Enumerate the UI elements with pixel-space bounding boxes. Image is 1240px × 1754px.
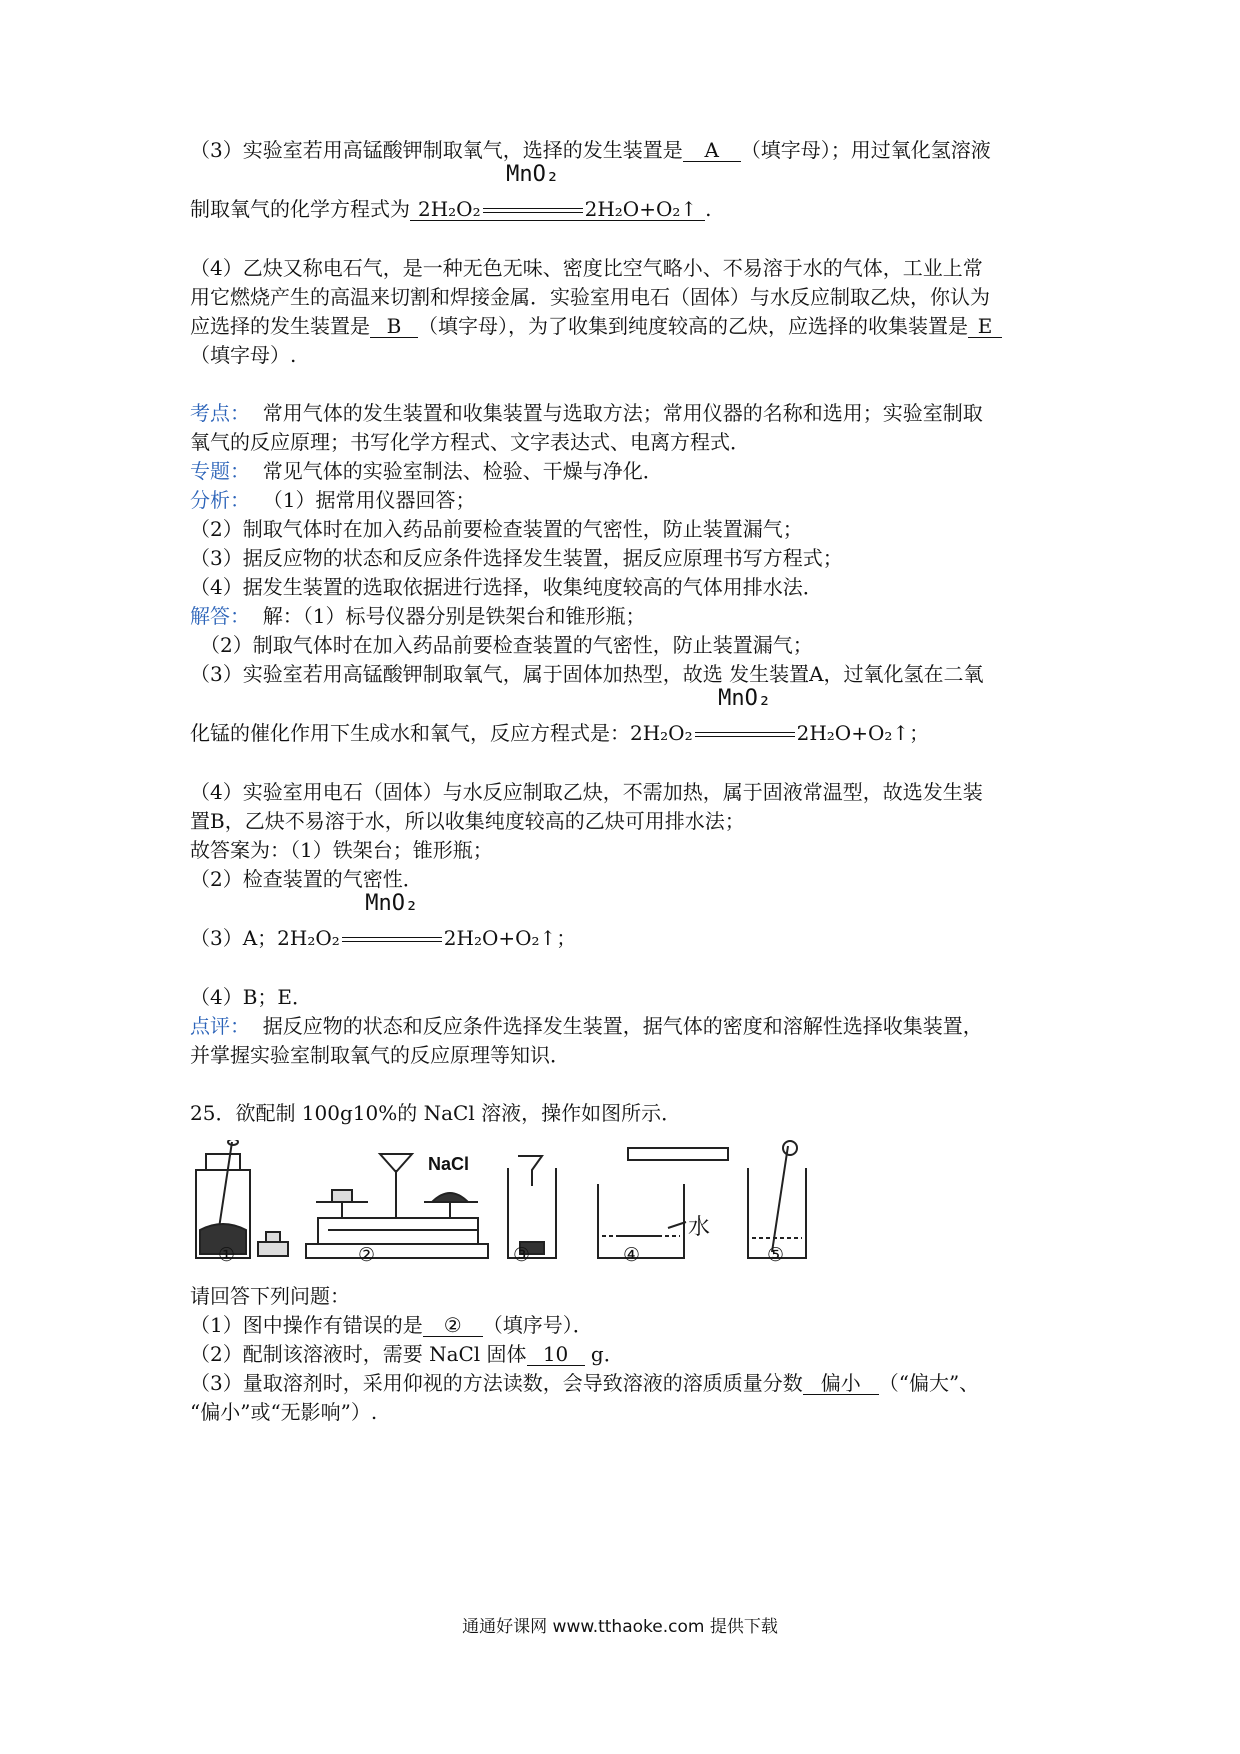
q24-part3-line1: （3）实验室若用高锰酸钾制取氧气，选择的发生装置是 A （填字母）；用过氧化氢溶液 bbox=[190, 138, 991, 162]
chemical-equation: MnO₂ bbox=[340, 925, 444, 951]
chemical-equation: MnO₂ bbox=[693, 720, 797, 746]
beaker-cylinder-icon bbox=[598, 1148, 728, 1258]
answer-blank: E bbox=[968, 315, 1002, 338]
fenxi-line1: 分析： （1）据常用仪器回答； bbox=[190, 488, 476, 512]
q25-part1: （1）图中操作有错误的是 ② （填序号）． bbox=[190, 1313, 593, 1337]
jieda-line2: （2）制取气体时在加入药品前要检查装置的气密性，防止装置漏气； bbox=[200, 633, 813, 657]
page-footer: 通通好课网 www.tthaoke.com 提供下载 bbox=[462, 1617, 778, 1637]
beaker-rod-icon bbox=[748, 1141, 806, 1258]
dianping-line2: 并掌握实验室制取氧气的反应原理等知识． bbox=[190, 1043, 570, 1067]
kaodian-line2: 氧气的反应原理；书写化学方程式、文字表达式、电离方程式． bbox=[190, 430, 750, 454]
answer-blank: 偏小 bbox=[803, 1372, 879, 1395]
experiment-figure bbox=[188, 1140, 988, 1270]
q24-part3-line2: 制取氧气的化学方程式为 2H₂O₂ MnO₂ 2H₂O+O₂↑ . bbox=[190, 162, 712, 221]
answer-blank: A bbox=[683, 139, 741, 162]
fenxi-line3: （3）据反应物的状态和反应条件选择发生装置，据反应原理书写方程式； bbox=[190, 546, 843, 570]
figure-label-4: ④ bbox=[623, 1244, 641, 1266]
water-label: 水 bbox=[688, 1215, 711, 1240]
jieda-label: 解答： bbox=[190, 604, 250, 628]
answer-line3: （3）A；2H₂O₂ MnO₂ 2H₂O+O₂↑； bbox=[190, 891, 577, 950]
fenxi-label: 分析： bbox=[190, 488, 250, 512]
answer-line2: （2）检查装置的气密性． bbox=[190, 867, 423, 891]
answer-blank: ② bbox=[423, 1314, 483, 1337]
kaodian-label: 考点： bbox=[190, 401, 250, 425]
beaker-funnel-icon bbox=[508, 1156, 556, 1258]
fenxi-line2: （2）制取气体时在加入药品前要检查装置的气密性，防止装置漏气； bbox=[190, 517, 803, 541]
chemical-equation: MnO₂ bbox=[481, 198, 585, 220]
figure-label-3: ③ bbox=[513, 1244, 531, 1266]
q25-part3-line2: “偏小”或“无影响”）. bbox=[190, 1400, 378, 1424]
jieda-line1: 解答： 解：（1）标号仪器分别是铁架台和锥形瓶； bbox=[190, 604, 646, 628]
jieda-line4: 化锰的催化作用下生成水和氧气，反应方程式是：2H₂O₂ MnO₂ 2H₂O+O₂↑； bbox=[190, 686, 930, 745]
nacl-label: NaCl bbox=[428, 1154, 470, 1174]
q25-part3-line1: （3）量取溶剂时，采用仰视的方法读数，会导致溶液的溶质质量分数 偏小 （“偏大”、 bbox=[190, 1371, 980, 1395]
answer-line4: （4）B；E． bbox=[190, 985, 313, 1009]
figure-label-5: ⑤ bbox=[767, 1244, 785, 1266]
figure-label-1: ① bbox=[218, 1244, 236, 1266]
fenxi-line4: （4）据发生装置的选取依据进行选择，收集纯度较高的气体用排水法． bbox=[190, 575, 823, 599]
jieda-line5: （4）实验室用电石（固体）与水反应制取乙炔，不需加热，属于固液常温型，故选发生装 bbox=[190, 780, 983, 804]
q25-prompt: 请回答下列问题： bbox=[190, 1284, 350, 1308]
reagent-bottle-icon bbox=[196, 1140, 250, 1258]
q25-stem: 25．欲配制 100g10%的 NaCl 溶液，操作如图所示． bbox=[190, 1101, 682, 1125]
kaodian-line1: 考点： 常用气体的发生装置和收集装置与选取方法；常用仪器的名称和选用；实验室制取 bbox=[190, 401, 983, 425]
equation-blank: 2H₂O₂ MnO₂ 2H₂O+O₂↑ bbox=[410, 198, 705, 221]
zhuanti-label: 专题： bbox=[190, 459, 250, 483]
zhuanti-line: 专题： 常见气体的实验室制法、检验、干燥与净化． bbox=[190, 459, 663, 483]
figure-label-2: ② bbox=[358, 1244, 376, 1266]
answer-blank: 10 bbox=[527, 1343, 585, 1366]
q24-part4-line1: （4）乙炔又称电石气，是一种无色无味、密度比空气略小、不易溶于水的气体，工业上常 bbox=[190, 256, 983, 280]
dianping-line1: 点评： 据反应物的状态和反应条件选择发生装置，据气体的密度和溶解性选择收集装置， bbox=[190, 1014, 983, 1038]
answer-line1: 故答案为：（1）铁架台；锥形瓶； bbox=[190, 838, 493, 862]
weight-icon bbox=[258, 1232, 288, 1256]
q25-part2: （2）配制该溶液时，需要 NaCl 固体 10 g． bbox=[190, 1342, 624, 1366]
answer-blank: B bbox=[370, 315, 418, 338]
jieda-line3: （3）实验室若用高锰酸钾制取氧气，属于固体加热型，故选 发生装置A，过氧化氢在二氧 bbox=[190, 662, 984, 686]
q24-part4-line2: 用它燃烧产生的高温来切割和焊接金属．实验室用电石（固体）与水反应制取乙炔，你认为 bbox=[190, 285, 990, 309]
q24-part4-line4: （填字母）. bbox=[190, 343, 297, 367]
dianping-label: 点评： bbox=[190, 1014, 250, 1038]
jieda-line6: 置B，乙炔不易溶于水，所以收集纯度较高的乙炔可用排水法； bbox=[190, 809, 745, 833]
q24-part4-line3: 应选择的发生装置是 B （填字母），为了收集到纯度较高的乙炔，应选择的收集装置是 E bbox=[190, 313, 1002, 339]
